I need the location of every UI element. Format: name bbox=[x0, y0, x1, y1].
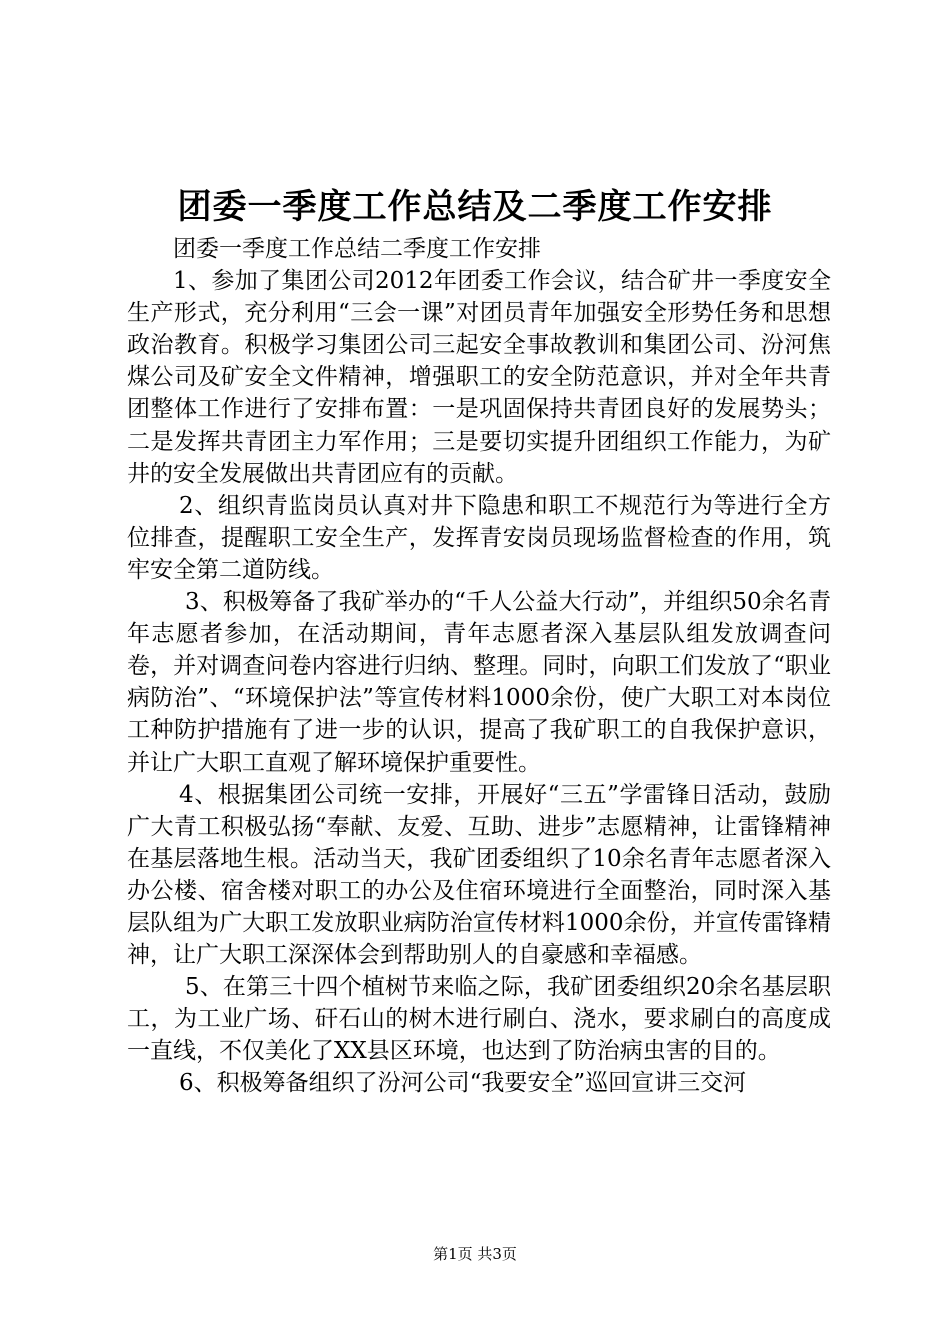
paragraph-6: 6、积极筹备组织了汾河公司“我要安全”巡回宣讲三交河 bbox=[179, 1070, 747, 1097]
paragraph-5: 5、在第三十四个植树节来临之际，我矿团委组织20余名基层职工，为工业广场、矸石山的树木进行刷白、浇水，要求刷白的高度成一直线，不仅美化了XX县区环境，也达到了防治病虫害的目的。 bbox=[127, 974, 831, 1065]
document-title: 团委一季度工作总结及二季度工作安排 bbox=[177, 187, 773, 227]
paragraph-1: 1、参加了集团公司2012年团委工作会议，结合矿井一季度安全生产形式，充分利用“三会一课”对团员青年加强安全形势任务和思想政治教育。积极学习集团公司三起安全事故教训和集团公司、汾河焦煤公司及矿安全文件精神，增强职工的安全防范意识，并对全年共青团整体工作进行了安排布置：一是巩固保持共青团良好的发展势头；二是发挥共青团主力军作用；三是要切实提升团组织工作能力，为矿井的安全发展做出共青团应有的贡献。 bbox=[127, 268, 831, 487]
paragraph-3: 3、积极筹备了我矿举办的“千人公益大行动”，并组织50余名青年志愿者参加，在活动期间，青年志愿者深入基层队组发放调查问卷，并对调查问卷内容进行归纳、整理。同时，向职工们发放了“职业病防治”、“环境保护法”等宣传材料1000余份，使广大职工对本岗位工种防护措施有了进一步的认识，提高了我矿职工的自我保护意识，并让广大职工直观了解环境保护重要性。 bbox=[127, 589, 831, 776]
paragraph-4: 4、根据集团公司统一安排，开展好“三五”学雷锋日活动，鼓励广大青工积极弘扬“奉献、友爱、互助、进步”志愿精神，让雷锋精神在基层落地生根。活动当天，我矿团委组织了10余名青年志愿者深入办公楼、宿舍楼对职工的办公及住宿环境进行全面整治，同时深入基层队组为广大职工发放职业病防治宣传材料1000余份，并宣传雷锋精神，让广大职工深深体会到帮助别人的自豪感和幸福感。 bbox=[127, 781, 831, 969]
paragraph-2: 2、组织青监岗员认真对井下隐患和职工不规范行为等进行全方位排查，提醒职工安全生产，发挥青安岗员现场监督检查的作用，筑牢安全第二道防线。 bbox=[127, 492, 831, 583]
document-subtitle: 团委一季度工作总结二季度工作安排 bbox=[173, 236, 541, 262]
page-footer: 第1页 共3页 bbox=[433, 1245, 517, 1263]
document-body bbox=[127, 233, 831, 1100]
